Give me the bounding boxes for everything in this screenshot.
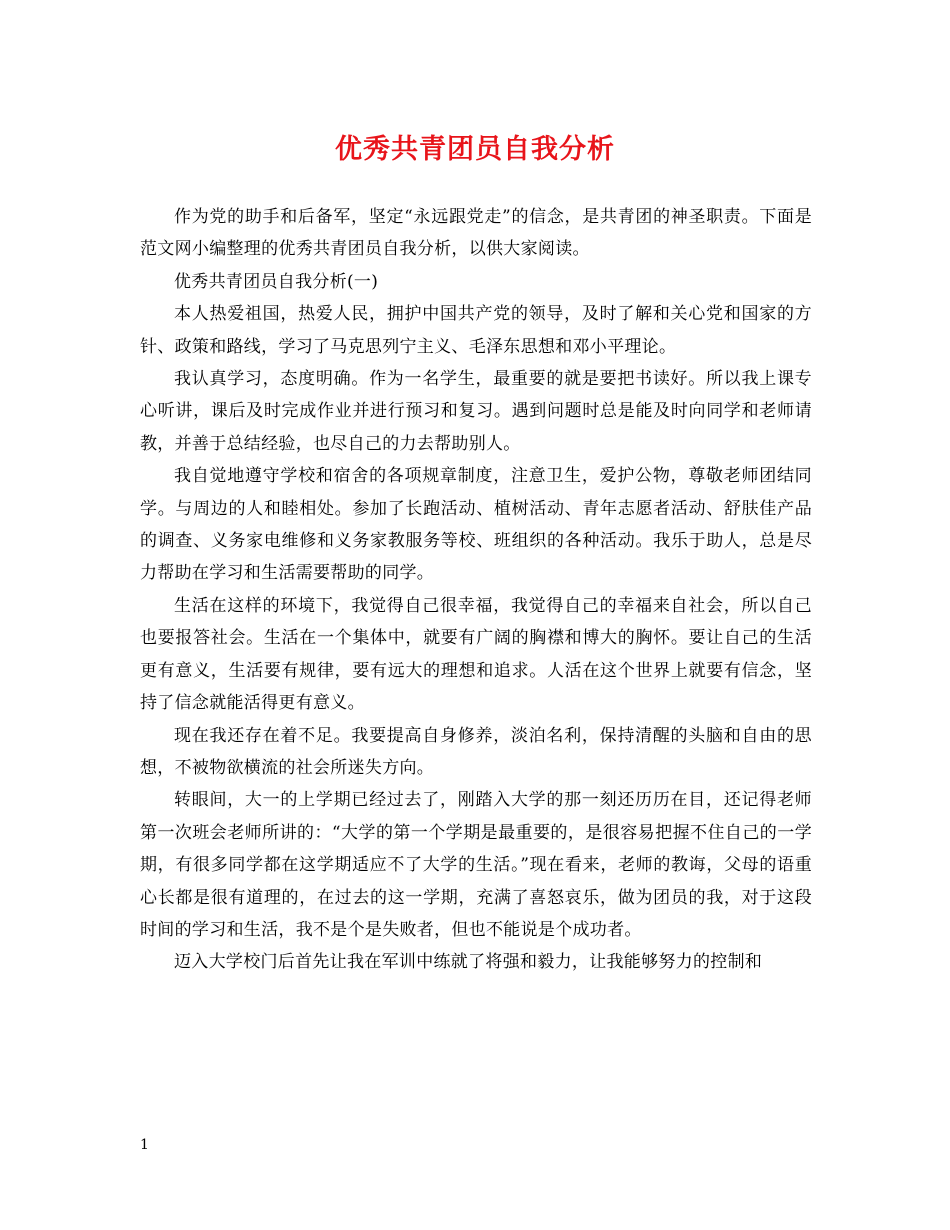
document-body bbox=[140, 201, 812, 979]
paragraph-intro: 作为党的助手和后备军，坚定“永远跟党走”的信念，是共青团的神圣职责。下面是范文网小编整理的优秀共青团员自我分析，以供大家阅读。 bbox=[140, 207, 812, 260]
paragraph: 我认真学习，态度明确。作为一名学生，最重要的就是要把书读好。所以我上课专心听讲，课后及时完成作业并进行预习和复习。遇到问题时总是能及时向同学和老师请教，并善于总结经验，也尽自己的力去帮助别人。 bbox=[140, 369, 812, 454]
paragraph: 生活在这样的环境下，我觉得自己很幸福，我觉得自己的幸福来自社会，所以自己也要报答社会。生活在一个集体中，就要有广阔的胸襟和博大的胸怀。要让自己的生活更有意义，生活要有规律，要有远大的理想和追求。人活在这个世界上就要有信念，坚持了信念就能活得更有意义。 bbox=[140, 595, 812, 714]
paragraph: 现在我还存在着不足。我要提高自身修养，淡泊名利，保持清醒的头脑和自由的思想，不被物欲横流的社会所迷失方向。 bbox=[140, 725, 812, 778]
paragraph: 本人热爱祖国，热爱人民，拥护中国共产党的领导，及时了解和关心党和国家的方针、政策和路线，学习了马克思列宁主义、毛泽东思想和邓小平理论。 bbox=[140, 304, 812, 357]
document-title: 优秀共青团员自我分析 bbox=[335, 134, 615, 165]
paragraph: 迈入大学校门后首先让我在军训中练就了将强和毅力，让我能够努力的控制和 bbox=[174, 952, 763, 973]
section-heading: 优秀共青团员自我分析(一) bbox=[174, 271, 379, 292]
page-number: 1 bbox=[140, 1137, 149, 1153]
paragraph: 转眼间，大一的上学期已经过去了，刚踏入大学的那一刻还历历在目，还记得老师第一次班会老师所讲的：“大学的第一个学期是最重要的，是很容易把握不住自己的一学期，有很多同学都在这学期适应不了大学的生活。”现在看来，老师的教诲，父母的语重心长都是很有道理的，在过去的这一学期，充满了喜怒哀乐，做为团员的我，对于这段时间的学习和生活，我不是个是失败者，但也不能说是个成功者。 bbox=[140, 790, 812, 940]
paragraph: 我自觉地遵守学校和宿舍的各项规章制度，注意卫生，爱护公物，尊敬老师团结同学。与周边的人和睦相处。参加了长跑活动、植树活动、青年志愿者活动、舒肤佳产品的调查、义务家电维修和义务家教服务等校、班组织的各种活动。我乐于助人，总是尽力帮助在学习和生活需要帮助的同学。 bbox=[140, 466, 812, 584]
